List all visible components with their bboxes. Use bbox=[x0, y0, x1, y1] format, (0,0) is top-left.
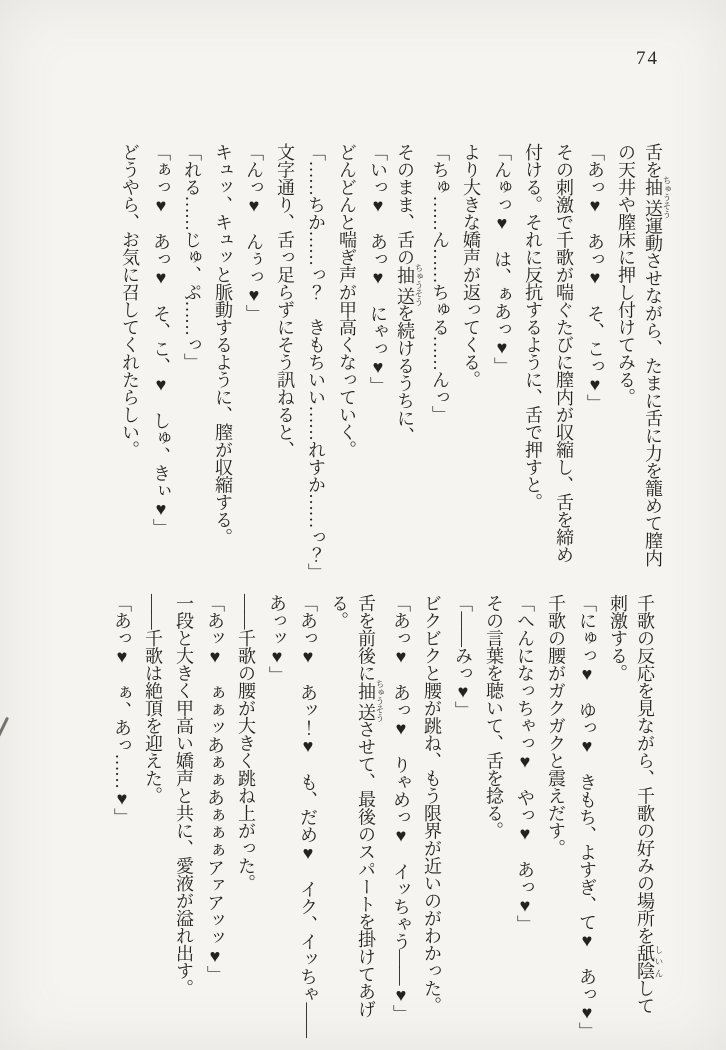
text-column: 「あっ♥ あッ！♥ も、だめ♥ イク、イッちゃ―― bbox=[298, 594, 318, 1038]
text-column: 「……ちか……っ？ きもちいい……れすか……っ？」 bbox=[306, 143, 326, 581]
text-column: そのまま、舌の抽送 ちゅうそうを続けるうちに、 bbox=[395, 143, 424, 445]
text-column: 千歌の腰がガクガクと震えだす。 bbox=[546, 594, 566, 857]
furigana-ruby: 抽送 ちゅうそう bbox=[395, 263, 424, 307]
text-column: その言葉を聴いて、舌を捻る。 bbox=[484, 594, 504, 839]
text-column: 「あっ♥ あっ♥ りゃめっ♥ イッちゃう――♥」 bbox=[391, 594, 411, 1022]
text-column: ビクビクと腰が跳ね、もう限界が近いのがわかった。 bbox=[422, 594, 442, 1014]
text-column: その刺激で千歌が喘ぐたびに膣内が収縮し、舌を締め bbox=[554, 143, 574, 563]
text-column: 「あッ♥ ぁぁッあぁぁあぁぁぁアァアッッ♥」 bbox=[205, 594, 225, 983]
text-column: 「――みっ♥」 bbox=[453, 594, 473, 719]
text-column: 「あっ♥ あっ♥ そ、こっ♥」 bbox=[585, 143, 605, 412]
text-column: 刺激する。 bbox=[608, 594, 628, 682]
text-column: 舌を前後に抽送 ちゅうそうさせて、最後のスパートを掛けてあげ bbox=[356, 594, 385, 1018]
text-column: ――千歌は絶頂を迎えた。 bbox=[143, 594, 163, 804]
text-column: どんどんと喘ぎ声が甲高くなっていく。 bbox=[337, 143, 357, 458]
text-column: 一段と大きく甲高い嬌声と共に、愛液が溢れ出す。 bbox=[174, 594, 194, 997]
text-column: あっッ♥」 bbox=[267, 594, 287, 684]
text-column: 「ぁっ♥ あっ♥ そ、こ、♥ しゅ、きぃ♥」 bbox=[151, 143, 171, 536]
text-column: どうやら、お気に召してくれたらしい。 bbox=[120, 143, 140, 458]
text-column: 「にゅっ♥ ゆっ♥ きもち、よすぎ、て♥ あっ♥」 bbox=[577, 594, 597, 1040]
text-column: 「へんになっちゃっ♥ やっ♥ あっ♥」 bbox=[515, 594, 535, 933]
text-column: 舌を抽送 ちゅうそう運動させながら、たまに舌に力を籠めて膣内 bbox=[643, 143, 672, 567]
furigana-ruby: 抽送 ちゅうそう bbox=[643, 176, 672, 219]
text-column: 「あっ♥ ぁ、あっ……♥」 bbox=[112, 594, 132, 826]
text-column: 「いっ♥ あっ♥ にゃっ♥」 bbox=[368, 143, 388, 394]
text-column: より大きな嬌声が返ってくる。 bbox=[461, 143, 481, 388]
page-number: 74 bbox=[636, 48, 659, 69]
text-column: 千歌の反応を見ながら、千歌の好みの場所を舐陰 しいんして bbox=[635, 594, 664, 1014]
text-column: 文字通り、舌っ足らずにそう訊ねると、 bbox=[275, 143, 295, 458]
text-column: 「んゅっ♥ は、ぁあっ♥」 bbox=[492, 143, 512, 375]
text-column: ――千歌の腰が大きく跳ね上がった。 bbox=[236, 594, 256, 892]
text-column: 付ける。それに反抗するように、舌で押すと。 bbox=[523, 143, 543, 511]
furigana-ruby: 抽送 ちゅうそう bbox=[356, 679, 385, 723]
furigana-ruby: 舐陰 しいん bbox=[635, 944, 664, 979]
text-column: 「んっ♥ んぅっ♥」 bbox=[244, 143, 264, 322]
scan-artifact-mark bbox=[0, 717, 9, 740]
text-column: キュッ、キュッと脈動するように、膣が収縮する。 bbox=[213, 143, 233, 546]
text-block-bottom bbox=[106, 594, 664, 1044]
text-block-top bbox=[114, 143, 672, 593]
text-column: 「れる……じゅ、ぷ……っ」 bbox=[182, 143, 202, 371]
text-column: る。 bbox=[329, 594, 349, 629]
text-column: の天井や膣床に押し付けてみる。 bbox=[616, 143, 636, 406]
text-column: 「ちゅ……ん……ちゅる……んっ」 bbox=[430, 143, 450, 423]
